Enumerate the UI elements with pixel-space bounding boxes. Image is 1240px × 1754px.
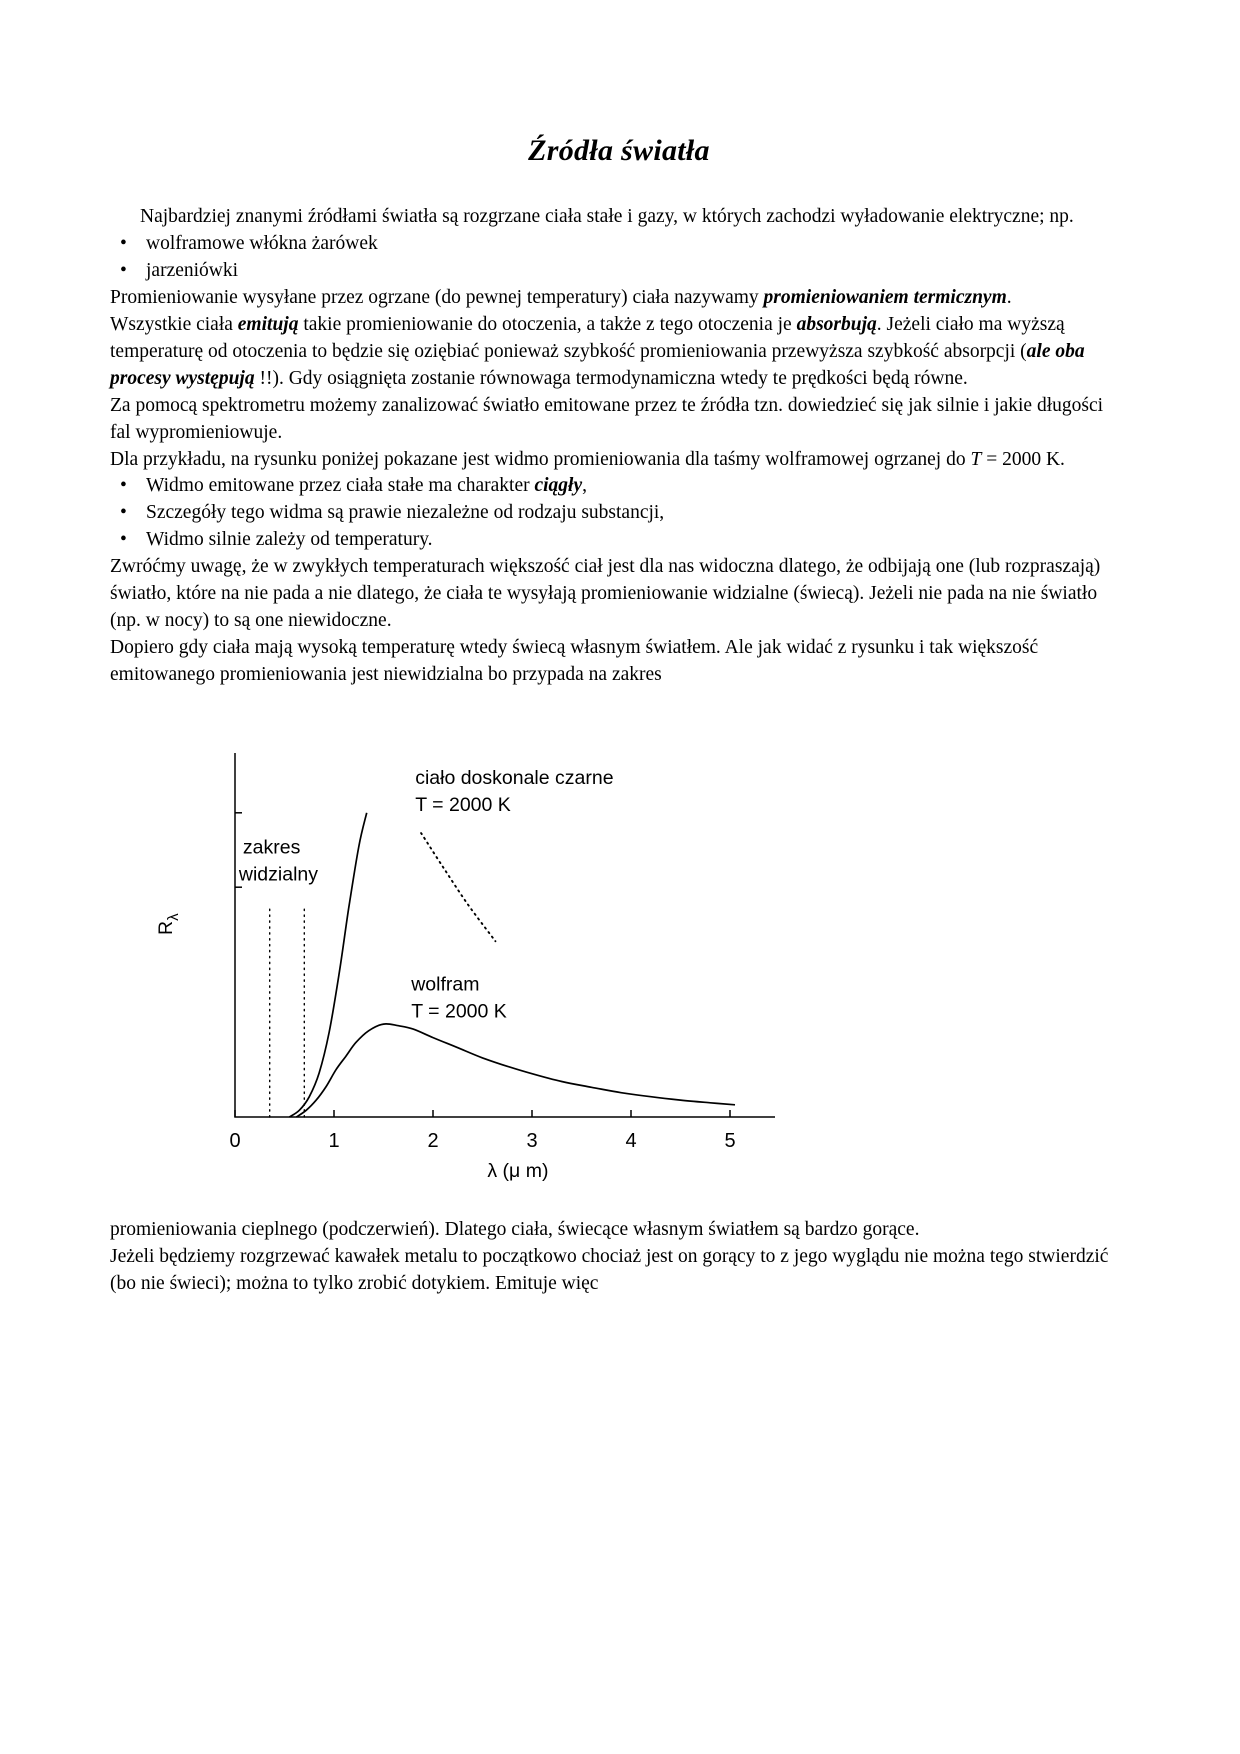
paragraph-infrared: promieniowania cieplnego (podczerwień). Dlatego ciała, świecące własnym światłem są bardzo gorące. — [110, 1218, 920, 1240]
svg-text:ciało doskonale czarne: ciało doskonale czarne — [415, 766, 614, 789]
svg-text:1: 1 — [328, 1129, 340, 1152]
paragraph-thermal-radiation: Promieniowanie wysyłane przez ogrzane (do pewnej temperatury) ciała nazywamy promieniowaniem termicznym. — [110, 287, 1012, 309]
list-item: • wolframowe włókna żarówek — [110, 231, 1128, 258]
radiation-spectrum-figure — [110, 745, 1128, 1193]
paragraph-intro: Najbardziej znanymi źródłami światła są rozgrzane ciała stałe i gazy, w których zachodzi wyładowanie elektryczne; np. — [140, 206, 1074, 228]
list-item: • Widmo silnie zależy od temperatury. — [110, 527, 1128, 554]
paragraph-emission-absorption: Wszystkie ciała emitują takie promieniowanie do otoczenia, a także z tego otoczenia je absorbują. Jeżeli ciało ma wyższą temperaturę od otoczenia to będzie się oziębiać ponieważ szybkość promieniowania przewyższa szybkość absorpcji (ale oba procesy występują !!). Gdy osiągnięta zostanie równowaga termodynamiczna wtedy te prędkości będą równe. — [110, 314, 1085, 389]
svg-text:wolfram: wolfram — [411, 973, 480, 996]
radiation-spectrum-chart — [110, 745, 890, 1193]
svg-text:5: 5 — [724, 1129, 736, 1152]
svg-text:Rλ: $R_\lambda$ — [155, 913, 182, 935]
list-spectrum-properties — [110, 473, 1128, 554]
svg-text:T = 2000 K: T = 2000 K — [415, 793, 511, 816]
list-item: • Szczegóły tego widma są prawie niezależne od rodzaju substancji, — [110, 500, 1128, 527]
list-light-sources — [110, 231, 1128, 285]
paragraph-metal: Jeżeli będziemy rozgrzewać kawałek metalu to początkowo chociaż jest on gorący to z jego wyglądu nie można tego stwierdzić (bo nie świeci); można to tylko zrobić dotykiem. Emituje więc — [110, 1245, 1109, 1294]
svg-text:4: 4 — [625, 1129, 637, 1152]
svg-text:T = 2000 K: T = 2000 K — [411, 1000, 507, 1023]
svg-text:λ (μ m): λ (μ m) — [487, 1159, 549, 1182]
svg-text:2: 2 — [427, 1129, 439, 1152]
list-item: • jarzeniówki — [110, 258, 1128, 285]
svg-text:widzialny: widzialny — [238, 863, 319, 886]
list-item: • Widmo emitowane przez ciała stałe ma charakter ciągły, — [110, 473, 1128, 500]
paragraph-glow: Dopiero gdy ciała mają wysoką temperaturę wtedy świecą własnym światłem. Ale jak widać z rysunku i tak większość emitowanego promieniowania jest niewidzialna bo przypada na zakres — [110, 636, 1039, 685]
svg-text:3: 3 — [526, 1129, 538, 1152]
page-title: Źródła światła — [528, 134, 710, 167]
svg-text:zakres: zakres — [242, 836, 301, 859]
svg-text:0: 0 — [229, 1129, 241, 1152]
paragraph-visibility: Zwróćmy uwagę, że w zwykłych temperaturach większość ciał jest dla nas widoczna dlatego, że odbijają one (lub rozpraszają) światło, które na nie pada a nie dlatego, że ciała te wysyłają promieniowanie widzialne (świecą). Jeżeli nie pada na nie światło (np. w nocy) to są one niewidoczne. — [110, 556, 1101, 631]
paragraph-spectrometer: Za pomocą spektrometru możemy zanalizować światło emitowane przez te źródła tzn. dowiedzieć się jak silnie i jakie długości fal wypromieniowuje. — [110, 394, 1104, 443]
paragraph-example: Dla przykładu, na rysunku poniżej pokazane jest widmo promieniowania dla taśmy wolframowej ogrzanej do T = 2000 K. — [110, 448, 1065, 470]
